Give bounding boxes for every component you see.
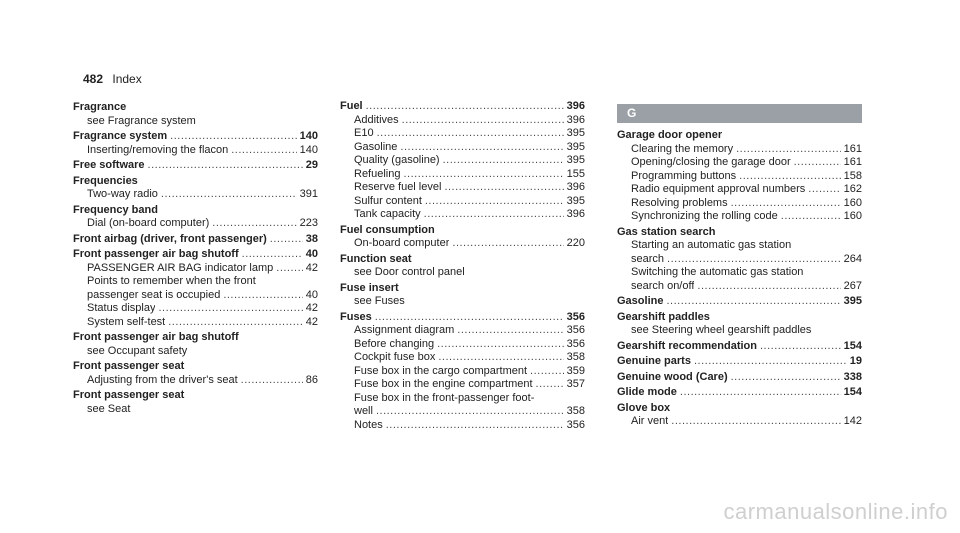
index-entry — [73, 389, 318, 416]
page-header — [83, 72, 142, 86]
page-ref: 161 — [843, 156, 862, 168]
leader-dots — [443, 154, 564, 168]
index-entry — [340, 311, 585, 433]
leader-dots — [425, 195, 564, 209]
page-ref: 358 — [566, 405, 585, 417]
page-ref: 357 — [566, 378, 585, 390]
index-subentry — [340, 365, 585, 379]
subentry-text: Two-way radio — [87, 188, 158, 200]
page-ref: 359 — [566, 364, 585, 377]
index-subentry: see Fragrance system — [87, 114, 196, 127]
page-ref: 42 — [305, 315, 318, 328]
subentry-text: Sulfur content — [354, 194, 422, 207]
index-subentry — [617, 280, 862, 294]
page-ref: 161 — [843, 142, 862, 155]
heading-text: Front airbag (driver, front passenger) — [73, 232, 267, 245]
index-entry — [617, 340, 862, 354]
index-subentry: see Steering wheel gearshift paddles — [631, 324, 812, 336]
page-ref: 140 — [299, 130, 318, 142]
page-ref: 154 — [843, 386, 862, 398]
leader-dots — [781, 210, 841, 224]
index-subentry: see Occupant safety — [87, 344, 188, 357]
index-heading: Garage door opener — [617, 129, 723, 141]
page-ref: 160 — [843, 196, 862, 209]
index-subentry: Fuse box in the front-passenger foot- — [354, 391, 535, 404]
subentry-text: Radio equipment approval numbers — [631, 183, 806, 195]
index-entry — [73, 175, 318, 202]
page-ref: 38 — [305, 232, 318, 245]
leader-dots — [760, 340, 841, 354]
index-subentry — [340, 419, 585, 433]
index-heading — [340, 311, 585, 325]
subentry-text: Tank capacity — [354, 208, 421, 220]
subentry-text: Additives — [354, 113, 399, 126]
index-heading: Function seat — [340, 252, 412, 265]
page-ref: 396 — [566, 181, 585, 193]
index-subentry — [340, 195, 585, 209]
subentry-text: Fuse box in the cargo compartment — [354, 364, 528, 377]
index-subentry — [617, 415, 862, 429]
page-ref: 395 — [843, 295, 862, 307]
index-heading — [340, 100, 585, 114]
leader-dots — [667, 253, 841, 267]
leader-dots — [386, 419, 564, 433]
index-subentry — [340, 351, 585, 365]
page-ref: 395 — [566, 127, 585, 139]
heading-text: Free software — [73, 159, 145, 171]
subentry-text: Gasoline — [354, 140, 398, 153]
leader-dots — [739, 170, 840, 184]
leader-dots — [400, 141, 563, 155]
index-entry — [340, 224, 585, 251]
subentry-text: System self-test — [87, 315, 166, 328]
page-ref: 338 — [843, 370, 862, 383]
page-ref: 356 — [566, 418, 585, 431]
leader-dots — [148, 159, 303, 173]
index-subentry — [617, 143, 862, 157]
heading-text: Genuine parts — [617, 355, 691, 367]
index-heading: Fuse insert — [340, 281, 399, 294]
subentry-text: Clearing the memory — [631, 142, 734, 155]
leader-dots — [530, 365, 564, 379]
page-ref: 395 — [566, 140, 585, 153]
index-entry — [617, 402, 862, 429]
index-entry — [73, 130, 318, 157]
index-subentry — [340, 378, 585, 392]
index-subentry — [617, 183, 862, 197]
index-subentry: see Fuses — [354, 295, 405, 307]
page-ref: 358 — [566, 351, 585, 363]
subentry-text: E10 — [354, 127, 374, 139]
subentry-text: Status display — [87, 302, 156, 314]
leader-dots — [241, 374, 303, 388]
page-ref: 396 — [566, 113, 585, 126]
index-subentry — [73, 188, 318, 202]
index-subentry — [340, 168, 585, 182]
subentry-text: Notes — [354, 418, 383, 431]
subentry-text: Assignment diagram — [354, 324, 455, 336]
subentry-text: well — [354, 405, 373, 417]
page-ref: 42 — [305, 261, 318, 274]
page-ref: 220 — [566, 237, 585, 249]
index-subentry — [617, 170, 862, 184]
leader-dots — [694, 355, 847, 369]
index-heading — [617, 371, 862, 385]
watermark: carmanualsonline.info — [723, 499, 948, 524]
page-ref: 395 — [566, 194, 585, 207]
leader-dots — [536, 378, 564, 392]
leader-dots — [438, 351, 563, 365]
leader-dots — [170, 130, 296, 144]
leader-dots — [731, 371, 841, 385]
page-ref: 356 — [566, 310, 585, 323]
subentry-text: Synchronizing the rolling code — [631, 210, 778, 222]
page-ref: 155 — [566, 167, 585, 180]
page-ref: 154 — [843, 339, 862, 352]
index-subentry — [73, 302, 318, 316]
subentry-text: Reserve fuel level — [354, 181, 442, 193]
index-entry — [617, 355, 862, 369]
index-heading: Gas station search — [617, 225, 716, 238]
leader-dots — [375, 311, 564, 325]
leader-dots — [680, 386, 841, 400]
subentry-text: Programming buttons — [631, 169, 737, 182]
index-subentry — [340, 141, 585, 155]
subentry-text: Fuse box in the engine compartment — [354, 378, 533, 390]
leader-dots — [736, 143, 841, 157]
subentry-text: Quality (gasoline) — [354, 154, 440, 166]
subentry-text: Opening/closing the garage door — [631, 156, 791, 168]
page-ref: 160 — [843, 210, 862, 222]
index-entry — [73, 204, 318, 231]
index-column-2 — [340, 100, 585, 434]
index-entry — [340, 100, 585, 222]
index-entry — [617, 386, 862, 400]
subentry-text: Resolving problems — [631, 196, 728, 209]
leader-dots — [402, 114, 564, 128]
index-entry — [73, 331, 318, 358]
page-ref: 395 — [566, 154, 585, 166]
heading-text: Front passenger air bag shutoff — [73, 248, 239, 260]
subentry-text: Before changing — [354, 337, 435, 350]
index-subentry — [340, 127, 585, 141]
page-ref: 29 — [305, 159, 318, 171]
leader-dots — [242, 248, 303, 262]
page-ref: 356 — [566, 337, 585, 350]
subentry-text: passenger seat is occupied — [87, 288, 221, 301]
index-subentry — [340, 154, 585, 168]
page-ref: 86 — [305, 373, 318, 386]
index-column-1 — [73, 101, 318, 418]
index-heading — [73, 248, 318, 262]
index-entry — [617, 295, 862, 309]
section-title: Index — [112, 72, 142, 86]
index-heading — [73, 233, 318, 247]
index-subentry: Switching the automatic gas station — [631, 266, 804, 278]
leader-dots — [697, 280, 840, 294]
index-heading — [73, 130, 318, 144]
leader-dots — [231, 144, 296, 158]
subentry-text: Inserting/removing the flacon — [87, 143, 229, 156]
index-heading — [617, 355, 862, 369]
index-heading — [617, 386, 862, 400]
leader-dots — [444, 181, 563, 195]
leader-dots — [223, 289, 302, 303]
leader-dots — [168, 316, 303, 330]
heading-text: Gearshift recommendation — [617, 339, 757, 352]
index-subentry: see Door control panel — [354, 266, 465, 278]
subentry-text: search on/off — [631, 279, 695, 292]
page-ref: 396 — [566, 100, 585, 112]
page-ref: 142 — [843, 415, 862, 427]
heading-text: Gasoline — [617, 295, 664, 307]
index-subentry — [340, 181, 585, 195]
index-entry — [73, 159, 318, 173]
index-subentry — [73, 217, 318, 231]
index-heading: Frequency band — [73, 203, 158, 216]
index-heading — [617, 340, 862, 354]
index-heading: Fuel consumption — [340, 223, 435, 236]
index-entry — [340, 253, 585, 280]
index-heading: Front passenger seat — [73, 389, 185, 401]
index-heading — [617, 295, 862, 309]
index-entry — [340, 282, 585, 309]
subentry-text: Cockpit fuse box — [354, 351, 436, 363]
leader-dots — [366, 100, 564, 114]
subentry-text: Dial (on-board computer) — [87, 217, 210, 229]
subentry-text: PASSENGER AIR BAG indicator lamp — [87, 261, 274, 274]
index-subentry: Starting an automatic gas station — [631, 239, 792, 251]
leader-dots — [276, 262, 302, 276]
index-subentry — [617, 253, 862, 267]
index-subentry — [73, 262, 318, 276]
index-subentry — [617, 156, 862, 170]
page-ref: 396 — [566, 208, 585, 220]
page-ref: 40 — [305, 248, 318, 260]
page-ref: 391 — [299, 188, 318, 200]
page-ref: 42 — [305, 302, 318, 314]
page-ref: 158 — [843, 169, 862, 182]
index-subentry — [617, 210, 862, 224]
index-heading: Gearshift paddles — [617, 310, 710, 323]
leader-dots — [731, 197, 841, 211]
page-ref: 40 — [305, 288, 318, 301]
page-ref: 356 — [566, 324, 585, 336]
leader-dots — [457, 324, 563, 338]
index-heading: Front passenger air bag shutoff — [73, 331, 239, 343]
index-entry — [73, 233, 318, 247]
index-entry — [73, 101, 318, 128]
index-column-3 — [617, 104, 862, 431]
subentry-text: Refueling — [354, 167, 401, 180]
index-subentry — [73, 374, 318, 388]
subentry-text: On-board computer — [354, 237, 450, 249]
page-ref: 223 — [299, 217, 318, 229]
leader-dots — [424, 208, 564, 222]
heading-text: Fragrance system — [73, 130, 168, 142]
page-ref: 267 — [843, 279, 862, 292]
index-entry — [73, 360, 318, 387]
index-heading: Fragrance — [73, 101, 127, 113]
leader-dots — [377, 127, 564, 141]
leader-dots — [808, 183, 840, 197]
heading-text: Fuel — [340, 100, 363, 112]
index-heading: Glove box — [617, 401, 671, 414]
leader-dots — [452, 237, 563, 251]
index-subentry: Points to remember when the front — [87, 275, 256, 287]
index-heading — [73, 159, 318, 173]
subentry-text: Air vent — [631, 415, 669, 427]
index-subentry — [340, 114, 585, 128]
index-subentry — [340, 208, 585, 222]
leader-dots — [212, 217, 296, 231]
index-subentry — [340, 324, 585, 338]
leader-dots — [403, 168, 563, 182]
leader-dots — [161, 188, 297, 202]
index-subentry — [340, 405, 585, 419]
leader-dots — [671, 415, 840, 429]
index-subentry: see Seat — [87, 402, 131, 415]
index-subentry — [73, 316, 318, 330]
leader-dots — [794, 156, 841, 170]
index-entry — [617, 226, 862, 294]
index-subentry — [73, 289, 318, 303]
subentry-text: search — [631, 252, 665, 265]
page-ref: 140 — [299, 143, 318, 156]
index-heading: Frequencies — [73, 174, 138, 187]
letter-heading-g: G — [617, 104, 862, 123]
leader-dots — [376, 405, 564, 419]
page-ref: 162 — [843, 183, 862, 195]
page-ref: 19 — [849, 355, 862, 367]
heading-text: Genuine wood (Care) — [617, 370, 728, 383]
heading-text: Fuses — [340, 310, 372, 323]
index-subentry — [617, 197, 862, 211]
leader-dots — [437, 338, 564, 352]
index-subentry — [340, 237, 585, 251]
index-heading: Front passenger seat — [73, 360, 185, 372]
index-entry — [617, 129, 862, 224]
subentry-text: Adjusting from the driver's seat — [87, 373, 238, 386]
index-entry — [617, 371, 862, 385]
index-subentry — [340, 338, 585, 352]
leader-dots — [158, 302, 302, 316]
index-subentry — [73, 144, 318, 158]
index-entry — [617, 311, 862, 338]
page-ref: 264 — [843, 252, 862, 265]
index-entry — [73, 248, 318, 329]
page-number: 482 — [83, 72, 104, 86]
leader-dots — [270, 233, 303, 247]
leader-dots — [666, 295, 840, 309]
heading-text: Glide mode — [617, 386, 677, 398]
